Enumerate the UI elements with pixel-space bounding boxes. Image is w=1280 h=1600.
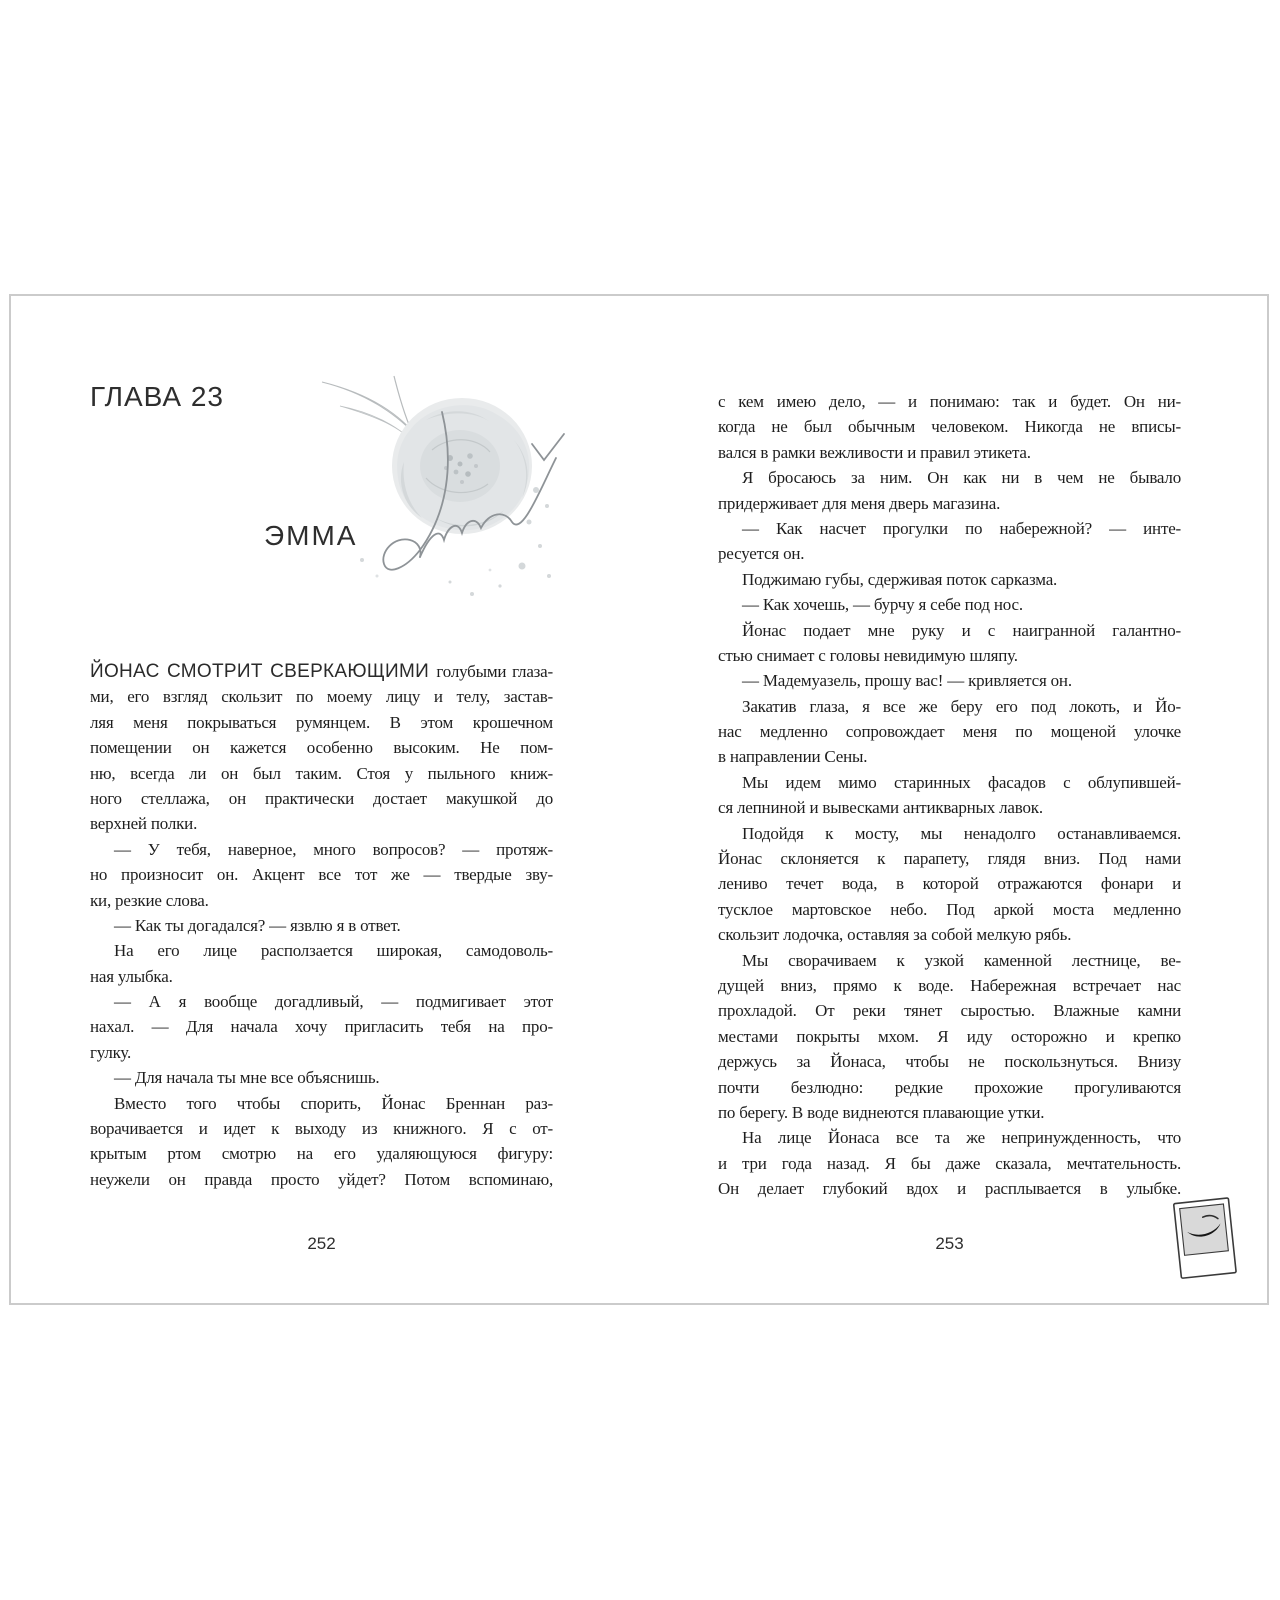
text-line: скользит лодочка, оставляя за собой мелкую рябь. <box>718 925 1072 945</box>
text-line: На его лице расползается широкая, самодоволь- <box>114 941 553 961</box>
text-line: Он делает глубокий вдох и расплывается в улыбке. <box>718 1179 1181 1199</box>
text-line: верхней полки. <box>90 814 198 834</box>
peony-flower-illustration <box>300 370 568 610</box>
text-line: ню, всегда ли он был таким. Стоя у пыльного книж- <box>90 763 553 783</box>
text-line: лениво течет вода, в которой отражаются фонари и <box>718 874 1181 894</box>
text-line: Мы идем мимо старинных фасадов с облупившей- <box>742 772 1181 792</box>
right-page-text <box>718 389 1181 1202</box>
text-line: ресуется он. <box>718 544 805 564</box>
page-number-right: 253 <box>935 1234 964 1253</box>
text-line: — Мадемуазель, прошу вас! — кривляется он. <box>742 671 1072 691</box>
text-line: — Как хочешь, — бурчу я себе под нос. <box>742 595 1023 615</box>
text-line: ся лепниной и вывесками антикварных лавок. <box>718 798 1043 818</box>
text-line: крытым ртом смотрю на его удаляющуюся фигуру: <box>90 1144 553 1164</box>
character-name-heading: ЭММА <box>264 520 358 551</box>
text-line: Йонас склоняется к парапету, глядя вниз. Под нами <box>718 849 1181 869</box>
text-line: ки, резкие слова. <box>90 890 209 910</box>
text-line: но произносит он. Акцент все тот же — твердые зву- <box>90 865 553 885</box>
text-line: Подойдя к мосту, мы ненадолго останавливаемся. <box>742 823 1181 843</box>
text-line: нас медленно сопровождает меня по мощеной улочке <box>718 722 1181 742</box>
text-line: гулку. <box>90 1042 132 1062</box>
text-line: прохладой. От реки тянет сыростью. Влажные камни <box>718 1001 1181 1021</box>
text-line: Йонас подает мне руку и с наигранной галантно- <box>742 620 1181 640</box>
text-line: помещении он кажется особенно высоким. Не пом- <box>90 738 553 758</box>
text-line: ворачивается и идет к выходу из книжного. Я с от- <box>90 1119 553 1139</box>
text-line: когда не был обычным человеком. Никогда не вписы- <box>718 417 1181 437</box>
text-line: в направлении Сены. <box>718 747 868 767</box>
text-line: тусклое мартовское небо. Под аркой моста медленно <box>718 899 1181 919</box>
text-line: — У тебя, наверное, много вопросов? — протяж- <box>114 839 553 859</box>
text-line: местами покрыты мхом. Я иду осторожно и крепко <box>718 1026 1181 1046</box>
text-line: — А я вообще догадливый, — подмигивает этот <box>114 992 553 1012</box>
text-line: — Как насчет прогулки по набережной? — инте- <box>742 518 1181 538</box>
text-line: с кем имею дело, — и понимаю: так и будет. Он ни- <box>718 392 1181 411</box>
text-line: стью снимает с головы невидимую шляпу. <box>718 645 1018 665</box>
text-line: держусь за Йонаса, чтобы не поскользнуться. Внизу <box>718 1052 1181 1072</box>
polaroid-photo-icon <box>1172 1196 1240 1282</box>
chapter-heading: ГЛАВА 23 <box>90 381 224 412</box>
text-line: неужели он правда просто уйдет? Потом вспоминаю, <box>90 1169 553 1189</box>
text-line: вался в рамки вежливости и правил этикета. <box>718 442 1031 462</box>
text-line: Поджимаю губы, сдерживая поток сарказма. <box>742 569 1058 589</box>
flower-head <box>392 398 532 534</box>
text-line: дущей вниз, прямо к воде. Набережная встречает нас <box>718 975 1181 995</box>
text-line: — Для начала ты мне все объяснишь. <box>114 1068 380 1088</box>
left-page-text <box>90 659 553 1192</box>
text-line: ЙОНАС СМОТРИТ СВЕРКАЮЩИМИ голубыми глаза- <box>90 661 553 682</box>
text-line: придерживает для меня дверь магазина. <box>718 493 1001 513</box>
page-number-left: 252 <box>307 1234 336 1253</box>
text-line: ного стеллажа, он практически достает макушкой до <box>90 788 553 808</box>
text-line: почти безлюдно: редкие прохожие прогуливаются <box>718 1077 1181 1097</box>
text-line: Закатив глаза, я все же беру его под локоть, и Йо- <box>742 696 1181 716</box>
paragraph-leadin-caps: ЙОНАС СМОТРИТ СВЕРКАЮЩИМИ <box>90 661 437 682</box>
text-line: Я бросаюсь за ним. Он как ни в чем не бывало <box>742 468 1181 488</box>
text-line: по берегу. В воде виднеются плавающие утки. <box>718 1102 1045 1122</box>
text-line: ми, его взгляд скользит по моему лицу и телу, застав- <box>90 687 553 707</box>
text-line: Мы сворачиваем к узкой каменной лестнице, ве- <box>742 950 1181 970</box>
text-line: и три года назад. Я бы даже сказала, мечтательность. <box>718 1153 1181 1173</box>
text-line: нахал. — Для начала хочу пригласить тебя на про- <box>90 1017 553 1037</box>
text-line: ляя меня покрываться румянцем. В этом крошечном <box>90 712 553 732</box>
text-line: — Как ты догадался? — язвлю я в ответ. <box>114 915 401 935</box>
text-line: ная улыбка. <box>90 966 173 986</box>
text-line: Вместо того чтобы спорить, Йонас Бреннан раз- <box>114 1093 553 1113</box>
text-line: На лице Йонаса все та же непринужденность, что <box>742 1128 1181 1148</box>
